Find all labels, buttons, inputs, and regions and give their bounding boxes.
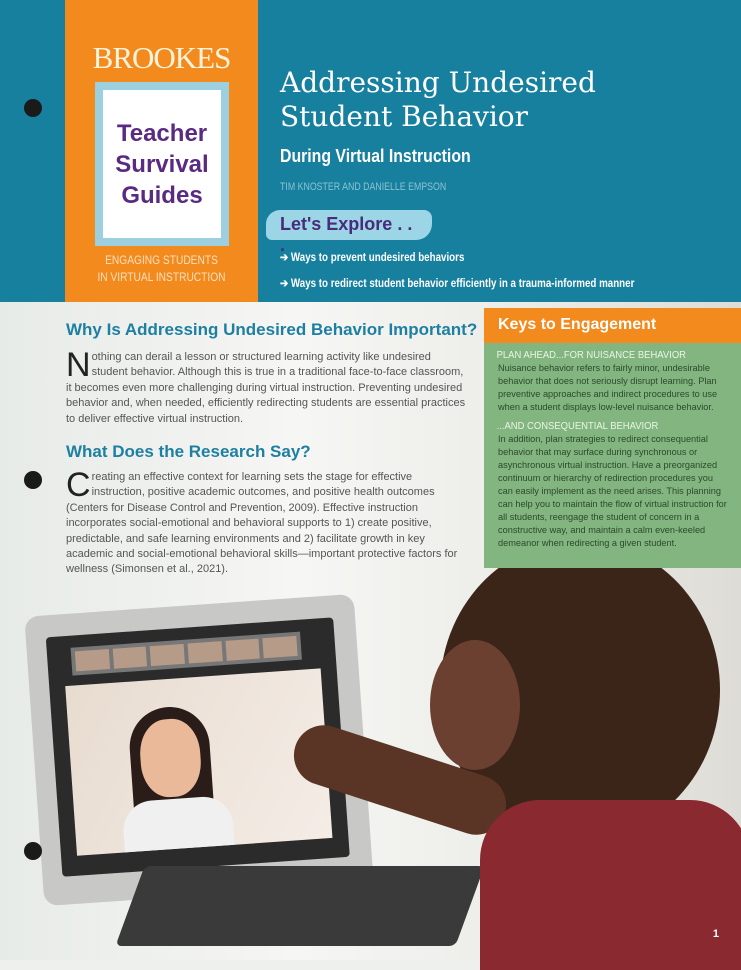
authors: TIM KNOSTER AND DANIELLE EMPSON xyxy=(280,181,447,193)
body-text: reating an effective context for learning sets the stage for effective instruction, positive academic outcomes, and positive health outcomes (Centers for Disease Control and Prevention, 2009). Effective instruction incorporates social-emotional and behavioral supports to 1) create positive, predictable, and safe learning environments and 2) facilitate growth in key academic and social-emotional behavioral skills—important protective factors for wellness (Simonsen et al., 2021). xyxy=(66,471,458,576)
arrow-icon: ➔ xyxy=(280,278,291,290)
body-text: othing can derail a lesson or structured learning activity like undesired student behavior. Although this is true in a traditional face-to-face classroom, it becomes even more challenging during virtual instruction. Preventing undesired behavior and, when needed, efficiently redirecting students are essential practices to deliver effective virtual instruction. xyxy=(66,351,466,425)
series-subtitle-line: ENGAGING STUDENTS xyxy=(105,253,218,267)
lets-explore-label: Let's Explore . . . xyxy=(266,210,432,240)
keys-to-engagement-box xyxy=(484,308,741,568)
header-banner xyxy=(0,0,741,302)
title-line: Addressing Undesired xyxy=(280,66,596,99)
section-body xyxy=(66,346,466,427)
binder-hole xyxy=(24,842,42,860)
binder-hole xyxy=(24,471,42,489)
explore-bullet xyxy=(280,250,464,264)
explore-bullet xyxy=(280,276,634,290)
photo-girl-face xyxy=(430,640,520,770)
section-body xyxy=(66,466,466,578)
series-title-line: Teacher xyxy=(116,119,208,147)
binder-hole xyxy=(24,99,42,117)
bullet-text: Ways to redirect student behavior efficiently in a trauma-informed manner xyxy=(290,278,635,290)
keys-text: Nuisance behavior refers to fairly minor, undesirable behavior that does not seriously disrupt learning. Plan preventive approaches and indirect procedures to use when a student displays low-level nuisance behavior. xyxy=(498,363,718,412)
page-number: 1 xyxy=(712,928,719,940)
drop-cap: C xyxy=(66,466,91,504)
section-heading: Why Is Addressing Undesired Behavior Important? xyxy=(66,320,478,339)
section-heading: What Does the Research Say? xyxy=(66,442,311,461)
photo-keyboard xyxy=(115,866,484,946)
bullet-text: Ways to prevent undesired behaviors xyxy=(290,252,465,264)
arrow-icon: ➔ xyxy=(280,252,291,264)
series-title-line: Survival xyxy=(115,150,209,178)
keys-subhead: ...AND CONSEQUENTIAL BEHAVIOR xyxy=(496,420,659,432)
keys-subhead: PLAN AHEAD...FOR NUISANCE BEHAVIOR xyxy=(496,349,686,361)
brookes-logo: BROOKES xyxy=(92,40,231,75)
series-subtitle xyxy=(79,252,243,286)
keys-heading: Keys to Engagement xyxy=(484,308,741,343)
page-subtitle: During Virtual Instruction xyxy=(280,146,471,166)
title-line: Student Behavior xyxy=(280,100,529,133)
series-badge xyxy=(95,82,229,246)
page-title xyxy=(280,66,596,134)
series-subtitle-line: IN VIRTUAL INSTRUCTION xyxy=(97,270,226,284)
series-title-line: Guides xyxy=(121,181,203,209)
series-panel xyxy=(65,0,258,302)
keys-text: In addition, plan strategies to redirect consequential behavior that may surface during synchronous or asynchronous virtual instruction. Have a preorganized continuum or hierarchy of redirection procedures you can easily implement as the need arises. This planning can help you to maintain the flow of virtual instruction for all students, reengage the student of concern in a constructive way, and maintain a calm even-keeled demeanor when redirecting a given student. xyxy=(498,434,727,548)
drop-cap: N xyxy=(66,346,91,384)
photo-girl-shirt xyxy=(480,800,741,970)
